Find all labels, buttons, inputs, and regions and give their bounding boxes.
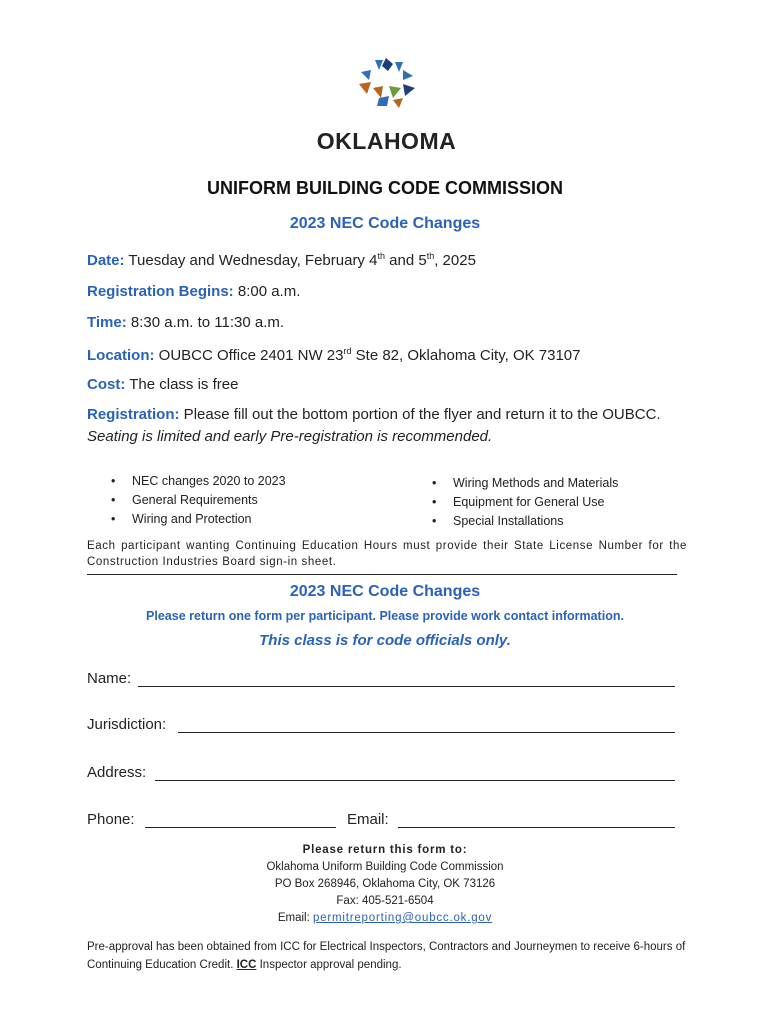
location-line xyxy=(87,346,581,364)
bullet-icon: • xyxy=(111,474,116,488)
location-value-b: Ste 82, Oklahoma City, OK 73107 xyxy=(351,347,581,364)
return-po-box: PO Box 268946, Oklahoma City, OK 73126 xyxy=(274,878,496,890)
footer-text-a: Pre-approval has been obtained from ICC for Electrical Inspectors, Contractors and Journeymen to receive 6-hours of Continuing Education Credit. xyxy=(87,941,686,971)
list-item: • Equipment for General Use xyxy=(428,493,618,512)
return-fax: Fax: 405-521-6504 xyxy=(336,895,434,907)
return-email-label: Email: xyxy=(277,912,313,924)
jurisdiction-label: Jurisdiction: xyxy=(87,716,167,733)
date-value-c: , 2025 xyxy=(434,252,476,269)
phone-field[interactable] xyxy=(145,827,336,828)
registration-paragraph xyxy=(87,404,687,448)
oklahoma-logo xyxy=(353,58,421,108)
page-title: UNIFORM BUILDING CODE COMMISSION xyxy=(207,178,563,198)
form-heading: 2023 NEC Code Changes xyxy=(289,583,481,600)
jurisdiction-field[interactable] xyxy=(178,732,675,733)
location-value-a: OUBCC Office 2401 NW 23 xyxy=(154,347,344,364)
return-info xyxy=(0,842,770,927)
location-sup: rd xyxy=(343,346,352,356)
return-email-link[interactable]: permitreporting@oubcc.ok.gov xyxy=(312,912,493,924)
list-item: • Wiring and Protection xyxy=(107,510,286,529)
form-instructions: Please return one form per participant. Please provide work contact information. xyxy=(146,609,624,623)
registration-begins-label: Registration Begins: xyxy=(87,283,234,300)
bullet-icon: • xyxy=(432,495,437,509)
location-label: Location: xyxy=(87,347,155,364)
date-value-b: and 5 xyxy=(384,252,427,269)
name-label: Name: xyxy=(87,670,132,687)
address-field[interactable] xyxy=(155,780,675,781)
ce-note: Each participant wanting Continuing Education Hours must provide their State License Number for the Construction Industries Board sign-in sheet. xyxy=(87,540,687,568)
date-line xyxy=(87,251,476,269)
list-item: • Wiring Methods and Materials xyxy=(428,474,618,493)
page-subtitle: 2023 NEC Code Changes xyxy=(289,215,481,232)
list-item: • General Requirements xyxy=(107,491,286,510)
email-label: Email: xyxy=(347,811,389,828)
logo-wordmark: OKLAHOMA xyxy=(316,128,457,154)
registration-begins-value: 8:00 a.m. xyxy=(233,283,301,300)
date-value-a: Tuesday and Wednesday, February 4 xyxy=(124,252,378,269)
time-line xyxy=(87,314,284,331)
registration-begins-line xyxy=(87,283,300,300)
date-sup-1: th xyxy=(377,251,385,261)
email-field[interactable] xyxy=(398,827,675,828)
topics-list-right xyxy=(428,474,618,531)
topics-list-left xyxy=(107,472,286,529)
registration-label: Registration: xyxy=(87,406,180,423)
return-heading: Please return this form to: xyxy=(302,844,468,856)
return-org: Oklahoma Uniform Building Code Commission xyxy=(266,861,504,873)
registration-italic: Seating is limited and early Pre-registration is recommended. xyxy=(87,428,493,445)
address-label: Address: xyxy=(87,764,147,781)
footer-icc: ICC xyxy=(236,959,257,971)
return-email-line xyxy=(0,910,770,927)
phone-label: Phone: xyxy=(87,811,135,828)
footer-text-b: Inspector approval pending. xyxy=(256,959,402,971)
date-label: Date: xyxy=(87,252,125,269)
time-value: 8:30 a.m. to 11:30 a.m. xyxy=(126,314,285,331)
cost-value: The class is free xyxy=(125,376,239,393)
bullet-icon: • xyxy=(111,512,116,526)
name-field[interactable] xyxy=(138,686,675,687)
bullet-icon: • xyxy=(432,514,437,528)
footer-note xyxy=(87,938,692,974)
form-audience: This class is for code officials only. xyxy=(259,632,511,649)
bullet-icon: • xyxy=(111,493,116,507)
cost-label: Cost: xyxy=(87,376,126,393)
registration-text: Please fill out the bottom portion of the flyer and return it to the OUBCC. xyxy=(179,406,661,423)
list-item: • Special Installations xyxy=(428,512,618,531)
section-divider xyxy=(87,574,677,575)
date-sup-2: th xyxy=(426,251,435,261)
bullet-icon: • xyxy=(432,476,437,490)
time-label: Time: xyxy=(87,314,127,331)
list-item: • NEC changes 2020 to 2023 xyxy=(107,472,286,491)
cost-line xyxy=(87,376,238,393)
